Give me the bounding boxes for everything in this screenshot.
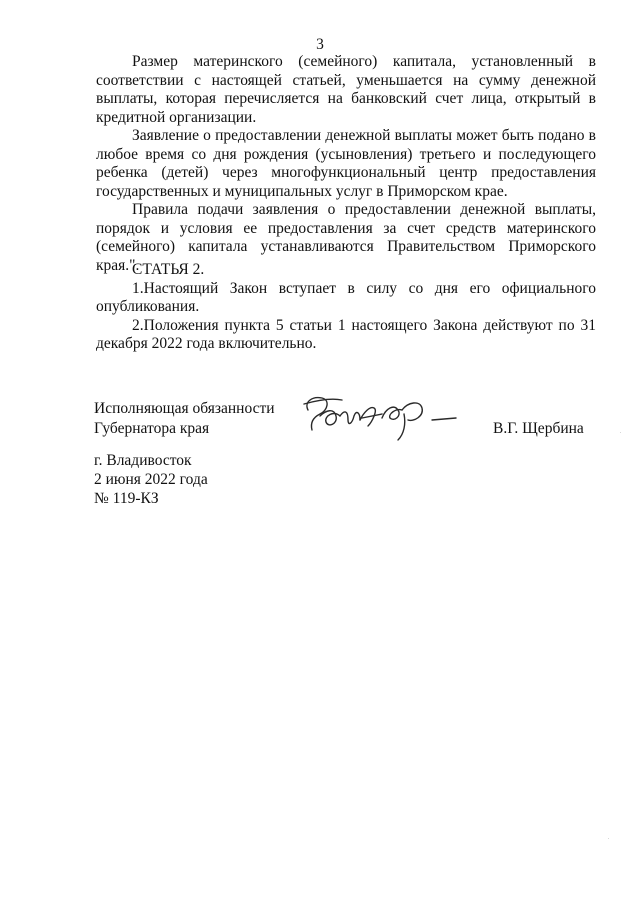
law-text-continuation bbox=[96, 53, 596, 275]
signatory-position-line-1: Исполняющая обязанности bbox=[94, 400, 275, 417]
page-number: 3 bbox=[316, 36, 324, 53]
article-2-item-2: 2.Положения пункта 5 статьи 1 настоящего Закона действуют по 31 декабря 2022 года включительно. bbox=[96, 316, 596, 352]
signatory-position bbox=[94, 399, 275, 439]
paragraph-application: Заявление о предоставлении денежной выплаты может быть подано в любое время со дня рождения (усыновления) третьего и последующего ребенка (детей) через многофункциональный центр предоставления государственных и муниципальных услуг в Приморском крае. bbox=[96, 127, 596, 200]
signing-city: г. Владивосток bbox=[94, 452, 192, 469]
document-footer bbox=[94, 451, 208, 508]
signing-date: 2 июня 2022 года bbox=[94, 471, 208, 488]
article-2-heading: СТАТЬЯ 2. bbox=[132, 261, 205, 278]
paragraph-rules: Правила подачи заявления о предоставлении денежной выплаты, порядок и условия ее предоставления за счет средств материнского (семейного) капитала устанавливаются Правительством Приморского края.". bbox=[96, 201, 596, 274]
law-number: № 119-КЗ bbox=[94, 490, 159, 507]
article-2 bbox=[96, 261, 596, 354]
signatory-name: В.Г. Щербина bbox=[493, 420, 584, 437]
scan-speck bbox=[608, 838, 609, 839]
scan-speck bbox=[620, 432, 621, 433]
signatory-position-line-2: Губернатора края bbox=[94, 420, 210, 437]
handwritten-signature bbox=[298, 388, 468, 444]
paragraph-capital-reduction: Размер материнского (семейного) капитала, установленный в соответствии с настоящей статьей, уменьшается на сумму денежной выплаты, которая перечисляется на банковский счет лица, открытый в кредитной организации. bbox=[96, 53, 596, 126]
article-2-item-1: 1.Настоящий Закон вступает в силу со дня его официального опубликования. bbox=[96, 279, 596, 315]
